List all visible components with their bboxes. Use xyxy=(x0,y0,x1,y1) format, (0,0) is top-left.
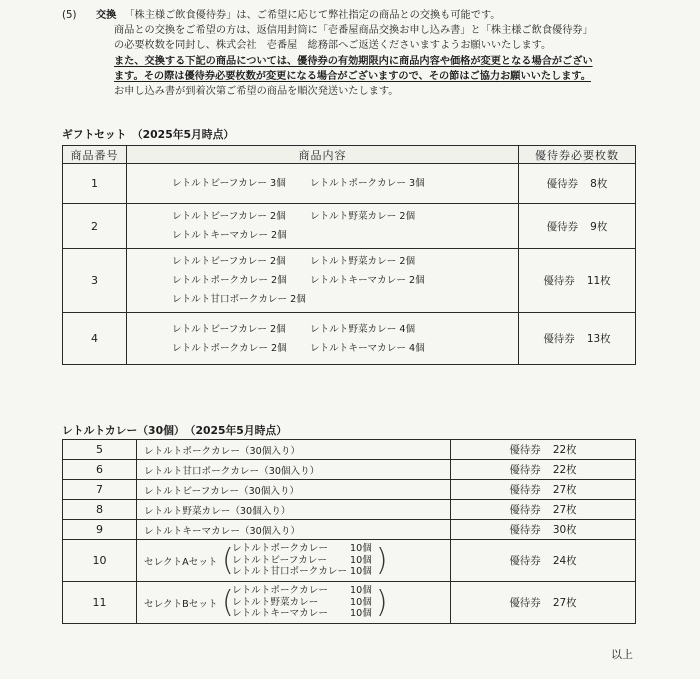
contents-line xyxy=(172,290,518,309)
ticket-count: 27枚 xyxy=(552,484,577,496)
table-row xyxy=(63,164,636,204)
product-number: 1 xyxy=(63,164,127,204)
item-name: レトルトポークカレー 2個 xyxy=(172,342,287,354)
item-name: レトルト野菜カレー 2個 xyxy=(310,211,416,222)
contents-line xyxy=(172,271,518,290)
product-name: レトルトキーマカレー（30個入り） xyxy=(137,520,451,540)
section-keyword: 交換 xyxy=(96,10,117,21)
gift-section-title: ギフトセット （2025年5月時点） xyxy=(62,128,235,141)
set-contents xyxy=(137,540,451,582)
ticket-label: 優待券 xyxy=(546,220,579,233)
ticket-requirement xyxy=(451,480,636,500)
set-contents xyxy=(137,582,451,624)
set-item-qty: 10個 xyxy=(350,566,372,578)
ticket-label: 優待券 xyxy=(509,444,541,456)
ticket-label: 優待券 xyxy=(509,484,541,496)
product-number: 3 xyxy=(63,249,127,313)
ticket-count: 27枚 xyxy=(552,597,577,609)
header-tickets: 優待券必要枚数 xyxy=(519,146,636,164)
set-name: セレクトBセット xyxy=(144,598,218,610)
section-number: (5) xyxy=(62,10,77,21)
item-name: レトルトポークカレー 2個 xyxy=(172,275,287,286)
item-name: レトルトキーマカレー 2個 xyxy=(310,275,425,286)
ticket-count: 22枚 xyxy=(552,444,577,456)
table-row xyxy=(63,540,636,582)
ticket-requirement xyxy=(451,500,636,520)
set-item-name: レトルトビーフカレー xyxy=(232,554,327,566)
gift-set-table xyxy=(62,145,636,365)
product-name: レトルトビーフカレー（30個入り） xyxy=(137,480,451,500)
ticket-count: 8枚 xyxy=(590,178,608,190)
ticket-requirement xyxy=(519,249,636,313)
intro-line-1: 「株主様ご飲食優待券」は、ご希望に応じて弊社指定の商品との交換も可能です。 xyxy=(124,10,501,21)
item-name: レトルト野菜カレー 4個 xyxy=(310,323,416,335)
set-items xyxy=(228,543,376,578)
ticket-label: 優待券 xyxy=(543,275,575,287)
set-item xyxy=(232,585,372,597)
set-item-qty: 10個 xyxy=(350,608,372,620)
product-number: 4 xyxy=(63,313,127,365)
ticket-count: 30枚 xyxy=(552,524,577,536)
product-contents xyxy=(127,164,519,204)
ticket-label: 優待券 xyxy=(509,555,541,567)
ticket-count: 22枚 xyxy=(552,464,577,476)
set-name: セレクトAセット xyxy=(144,556,218,568)
retort-curry-table xyxy=(62,439,636,624)
intro-line-4: また、交換する下記の商品については、優待券の有効期限内に商品内容や価格が変更となる場合がござい xyxy=(114,55,593,67)
ticket-count: 24枚 xyxy=(552,555,577,567)
product-contents xyxy=(127,204,519,249)
ticket-count: 13枚 xyxy=(586,333,611,345)
intro-line-2: 商品との交換をご希望の方は、返信用封筒に「壱番屋商品交換お申し込み書」と「株主様ご飲食優待券」 xyxy=(114,25,593,37)
item-name: レトルト野菜カレー 2個 xyxy=(310,256,416,267)
item-name: レトルトビーフカレー 2個 xyxy=(172,256,286,267)
item-name: レトルトキーマカレー 4個 xyxy=(310,342,425,354)
contents-line xyxy=(172,339,518,358)
ticket-label: 優待券 xyxy=(543,333,575,345)
set-item xyxy=(232,543,372,555)
product-number: 10 xyxy=(63,540,137,582)
ticket-label: 優待券 xyxy=(509,524,541,536)
close-paren: ) xyxy=(375,542,388,578)
contents-line xyxy=(172,207,518,226)
intro-line-5: ます。その際は優待券必要枚数が変更になる場合がございますので、その節はご協力お願いいたします。 xyxy=(114,70,591,82)
set-item xyxy=(232,566,372,578)
ticket-requirement xyxy=(451,460,636,480)
contents-line xyxy=(172,252,518,271)
product-contents xyxy=(127,313,519,365)
header-contents: 商品内容 xyxy=(127,146,519,164)
product-contents xyxy=(127,249,519,313)
ticket-requirement xyxy=(519,204,636,249)
table-row xyxy=(63,440,636,460)
ticket-requirement xyxy=(451,520,636,540)
set-item xyxy=(232,597,372,609)
set-item-qty: 10個 xyxy=(350,543,372,555)
table-row xyxy=(63,582,636,624)
table-row xyxy=(63,460,636,480)
set-item-name: レトルト甘口ポークカレー xyxy=(232,566,348,578)
product-number: 7 xyxy=(63,480,137,500)
set-item xyxy=(232,555,372,567)
product-name: レトルト甘口ポークカレー（30個入り） xyxy=(137,460,451,480)
ticket-requirement xyxy=(519,164,636,204)
close-paren: ) xyxy=(375,584,388,620)
ticket-count: 9枚 xyxy=(590,220,608,233)
item-name: レトルトポークカレー 3個 xyxy=(310,178,425,189)
contents-line xyxy=(172,226,518,245)
product-number: 6 xyxy=(63,460,137,480)
ticket-requirement xyxy=(451,582,636,624)
ticket-requirement xyxy=(451,440,636,460)
set-item-name: レトルトキーマカレー xyxy=(232,608,328,620)
set-item-name: レトルトポークカレー xyxy=(232,543,328,555)
table-row xyxy=(63,520,636,540)
intro-line-3: の必要枚数を同封し、株式会社 壱番屋 総務部へご返送くださいますようお願いいたします。 xyxy=(114,40,552,52)
ticket-requirement xyxy=(519,313,636,365)
ticket-label: 優待券 xyxy=(509,597,541,609)
table-row xyxy=(63,313,636,365)
item-name: レトルト甘口ポークカレー 2個 xyxy=(172,294,306,305)
select-set xyxy=(144,582,450,623)
ticket-requirement xyxy=(451,540,636,582)
curry-section-title: レトルトカレー（30個） （2025年5月時点） xyxy=(62,424,288,437)
end-mark: 以上 xyxy=(611,648,633,661)
product-number: 8 xyxy=(63,500,137,520)
ticket-count: 27枚 xyxy=(552,504,577,516)
set-items xyxy=(228,585,376,620)
table-row xyxy=(63,480,636,500)
intro-line-6: お申し込み書が到着次第ご希望の商品を順次発送いたします。 xyxy=(114,86,399,98)
intro-section xyxy=(62,8,682,99)
item-name: レトルトビーフカレー 3個 xyxy=(172,178,286,189)
product-name: レトルトポークカレー（30個入り） xyxy=(137,440,451,460)
open-paren: ( xyxy=(222,584,234,620)
table-row xyxy=(63,500,636,520)
ticket-label: 優待券 xyxy=(546,178,579,190)
ticket-count: 11枚 xyxy=(586,275,611,287)
table-row xyxy=(63,204,636,249)
ticket-label: 優待券 xyxy=(509,464,541,476)
set-item-name: レトルト野菜カレー xyxy=(232,596,319,608)
contents-line xyxy=(172,320,518,339)
set-item-qty: 10個 xyxy=(350,585,372,597)
header-product-number: 商品番号 xyxy=(63,146,127,164)
select-set xyxy=(144,540,450,581)
product-number: 11 xyxy=(63,582,137,624)
item-name: レトルトキーマカレー 2個 xyxy=(172,230,287,241)
table-row xyxy=(63,249,636,313)
set-item-qty: 10個 xyxy=(350,596,372,608)
set-item xyxy=(232,608,372,620)
open-paren: ( xyxy=(222,542,234,578)
product-number: 2 xyxy=(63,204,127,249)
product-number: 9 xyxy=(63,520,137,540)
product-number: 5 xyxy=(63,440,137,460)
ticket-label: 優待券 xyxy=(509,504,541,516)
item-name: レトルトビーフカレー 2個 xyxy=(172,323,286,335)
contents-line xyxy=(172,174,518,193)
item-name: レトルトビーフカレー 2個 xyxy=(172,211,286,222)
product-name: レトルト野菜カレー（30個入り） xyxy=(137,500,451,520)
set-item-qty: 10個 xyxy=(350,554,372,566)
set-item-name: レトルトポークカレー xyxy=(232,585,328,597)
